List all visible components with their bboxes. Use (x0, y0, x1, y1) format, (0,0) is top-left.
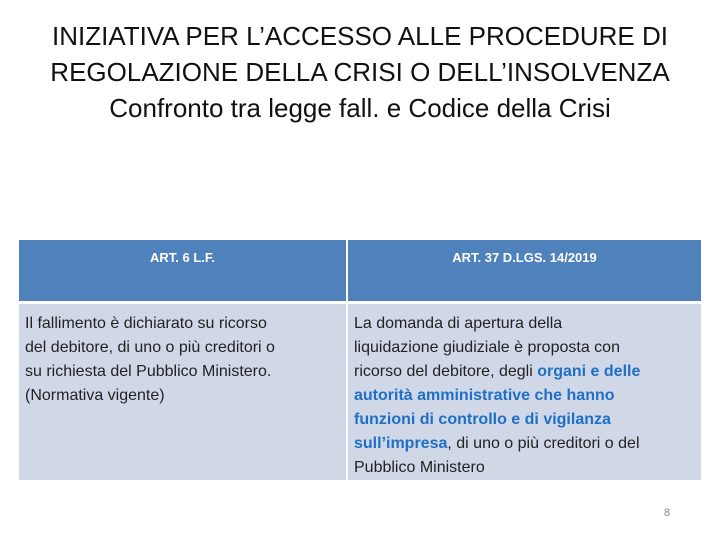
comparison-table (19, 240, 701, 480)
cell-art-6-lf-text (19, 302, 347, 480)
header-art-37-dlgs: ART. 37 D.LGS. 14/2019 (347, 240, 701, 302)
cell-line: La domanda di apertura della (354, 314, 563, 332)
cell-line: Pubblico Ministero (354, 458, 485, 476)
cell-line: liquidazione giudiziale è proposta con (354, 338, 620, 356)
table-row (19, 302, 701, 480)
cell-line: del debitore, di uno o più creditori o (25, 338, 275, 356)
cell-line: Il fallimento è dichiarato su ricorso (25, 314, 267, 332)
header-art-6-lf: ART. 6 L.F. (19, 240, 347, 302)
slide-title (30, 18, 690, 126)
cell-text: , di uno o più creditori o del (447, 434, 640, 452)
cell-line: (Normativa vigente) (25, 386, 165, 404)
highlighted-text: funzioni di controllo e di vigilanza (354, 410, 611, 428)
cell-line: su richiesta del Pubblico Ministero. (25, 362, 272, 380)
table-header-row (19, 240, 701, 302)
highlighted-text: sull’impresa (354, 434, 448, 452)
highlighted-text: organi e delle (537, 362, 641, 380)
cell-line (354, 360, 695, 384)
cell-text: ricorso del debitore, degli (354, 362, 538, 380)
title-line-3: Confronto tra legge fall. e Codice della Crisi (109, 93, 611, 123)
page-number: 8 (664, 507, 671, 519)
cell-line (354, 432, 695, 456)
title-line-1: INIZIATIVA PER L’ACCESSO ALLE PROCEDURE DI (52, 21, 668, 51)
highlighted-text: autorità amministrative che hanno (354, 386, 615, 404)
title-line-2: REGOLAZIONE DELLA CRISI O DELL’INSOLVENZA (50, 57, 670, 87)
cell-art-37-dlgs-text (347, 302, 701, 480)
